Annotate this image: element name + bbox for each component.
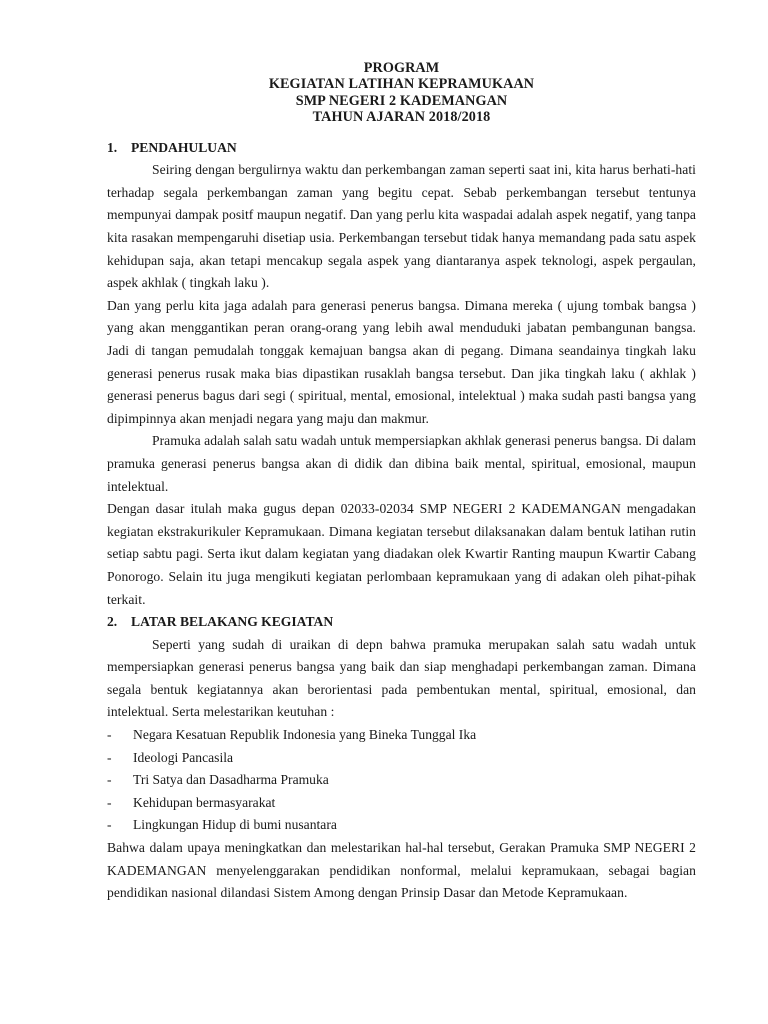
list-item xyxy=(107,769,696,792)
section-title: LATAR BELAKANG KEGIATAN xyxy=(131,614,334,630)
bullet-list xyxy=(107,724,696,837)
title-line-activity: KEGIATAN LATIHAN KEPRAMUKAAN xyxy=(268,76,535,93)
paragraph: Dengan dasar itulah maka gugus depan 02033-02034 SMP NEGERI 2 KADEMANGAN mengadakan kegiatan ekstrakurikuler Kepramukaan. Dimana kegiatan tersebut dilaksanakan dalam bentuk latihan rutin setiap sabtu pagi. Serta ikut dalam kegiatan yang diadakan olek Kwartir Ranting maupun Kwartir Cabang Ponorogo. Selain itu juga mengikuti kegiatan perlombaan kepramukaan yang di adakan oleh pihat-pihak terkait. xyxy=(107,501,696,607)
section-title: PENDAHULUAN xyxy=(131,139,237,155)
bullet-dash: - xyxy=(107,727,112,743)
paragraph: Seperti yang sudah di uraikan di depn bahwa pramuka merupakan salah satu wadah untuk mempersiapkan generasi penerus bangsa yang baik dan siap menghadapi perkembangan zaman. Dimana segala bentuk kegiatannya akan berorientasi pada pembentukan mental, spiritual, emosional, dan intelektual. Serta melestarikan keutuhan : xyxy=(107,636,696,720)
bullet-dash: - xyxy=(107,817,112,833)
bullet-dash: - xyxy=(107,772,112,788)
paragraph: Dan yang perlu kita jaga adalah para generasi penerus bangsa. Dimana mereka ( ujung tombak bangsa ) yang akan menggantikan peran orang-orang yang lebih awal menduduki jabatan pembangunan bangsa. Jadi di tangan pemudalah tonggak kemajuan bangsa akan di pegang. Dimana seandainya tingkah laku generasi penerus rusak maka bias dipastikan rusaklah bangsa tersebut. Dan jika tingkah laku ( akhlak ) generasi penerus bagus dari segi ( spiritual, mental, emosional, intelektual ) maka sudah pasti bangsa yang dipimpinnya akan menjadi negara yang maju dan makmur. xyxy=(107,297,696,426)
paragraph: Seiring dengan bergulirnya waktu dan perkembangan zaman seperti saat ini, kita harus berhati-hati terhadap segala perkembangan zaman yang begitu cepat. Sebab perkembangan tersebut tentunya mempunyai dampak positf maupun negatif. Dan yang perlu kita waspadai adalah aspek negatif, yang tanpa kita rasakan mempengaruhi disetiap usia. Perkembangan tersebut tidak hanya memandang pada satu aspek kehidupan saja, akan tetapi mencakup segala aspek yang diantaranya aspek teknologi, aspek pergaulan, aspek akhlak ( tingkah laku ). xyxy=(107,162,696,291)
section-heading-pendahuluan xyxy=(107,137,696,160)
section-number: 1. xyxy=(107,139,118,155)
section-heading-latar-belakang xyxy=(107,611,696,634)
paragraph: Pramuka adalah salah satu wadah untuk mempersiapkan akhlak generasi penerus bangsa. Di dalam pramuka generasi penerus bangsa akan di didik dan dibina baik mental, spiritual, emosional, maupun intelektual. xyxy=(107,433,696,494)
list-item xyxy=(107,724,696,747)
bullet-dash: - xyxy=(107,749,112,765)
list-item-text: Kehidupan bermasyarakat xyxy=(133,794,276,810)
list-item xyxy=(107,792,696,815)
title-line-school: SMP NEGERI 2 KADEMANGAN xyxy=(295,92,508,109)
paragraph: Bahwa dalam upaya meningkatkan dan melestarikan hal-hal tersebut, Gerakan Pramuka SMP NEGERI 2 KADEMANGAN menyelenggarakan pendidikan nonformal, melalui kepramukaan, sebagai bagian pendidikan nasional dilandasi Sistem Among dengan Prinsip Dasar dan Metode Kepramukaan. xyxy=(107,840,696,901)
title-line-year: TAHUN AJARAN 2018/2018 xyxy=(312,109,491,126)
list-item xyxy=(107,747,696,770)
list-item-text: Tri Satya dan Dasadharma Pramuka xyxy=(133,772,329,788)
list-item-text: Ideologi Pancasila xyxy=(133,749,234,765)
list-item xyxy=(107,814,696,837)
title-line-program: PROGRAM xyxy=(363,60,440,76)
list-item-text: Lingkungan Hidup di bumi nusantara xyxy=(133,817,337,833)
document-title xyxy=(107,60,696,126)
list-item-text: Negara Kesatuan Republik Indonesia yang Bineka Tunggal Ika xyxy=(133,727,477,743)
section-number: 2. xyxy=(107,614,118,630)
bullet-dash: - xyxy=(107,794,112,810)
